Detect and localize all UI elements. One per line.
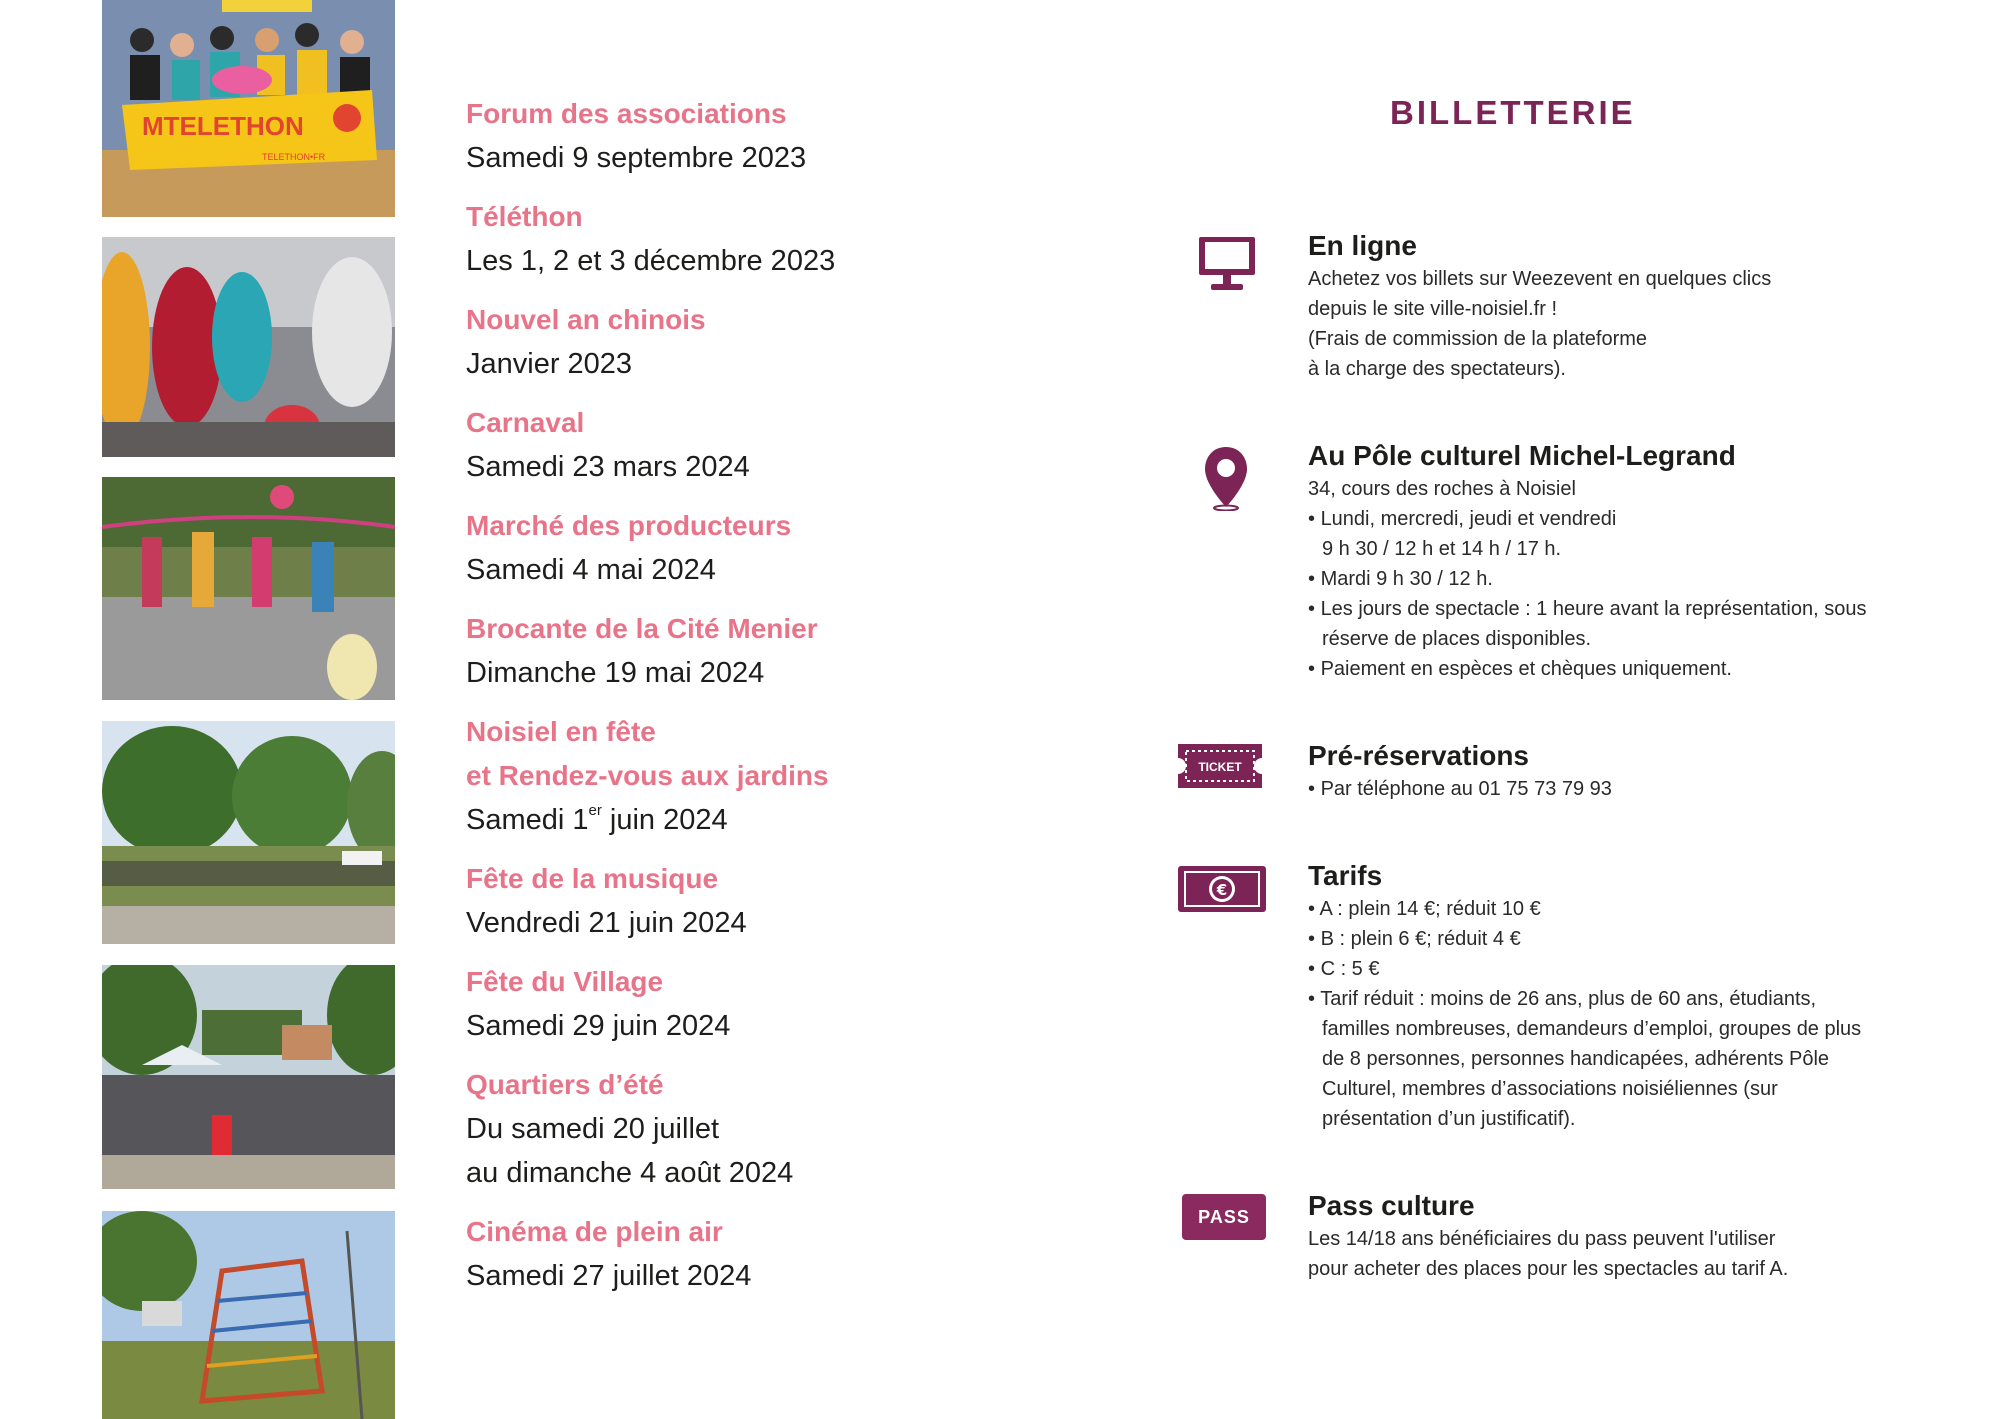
event-date: Du samedi 20 juillet bbox=[466, 1113, 720, 1145]
event-item bbox=[466, 195, 986, 283]
photo-cinema-plein-air bbox=[102, 1211, 395, 1419]
tarif-item: • C : 5 € bbox=[1308, 954, 1888, 984]
event-title: Fête du Village bbox=[466, 966, 664, 997]
tarifs-heading: Tarifs bbox=[1308, 860, 1383, 891]
pass-line: pour acheter des places pour les spectacles au tarif A. bbox=[1308, 1258, 1789, 1280]
event-date: Samedi 9 septembre 2023 bbox=[466, 142, 807, 174]
event-item bbox=[466, 1063, 986, 1195]
online-line: (Frais de commission de la plateforme bbox=[1308, 328, 1648, 350]
venue-hours-item: • Paiement en espèces et chèques uniquement. bbox=[1308, 654, 1898, 684]
prereservation-item: • Par téléphone au 01 75 73 79 93 bbox=[1308, 774, 1928, 804]
event-item bbox=[466, 401, 986, 489]
event-date: Les 1, 2 et 3 décembre 2023 bbox=[466, 245, 836, 277]
venue-hours-item: • Mardi 9 h 30 / 12 h. bbox=[1308, 564, 1898, 594]
monitor-icon bbox=[1196, 233, 1258, 295]
event-title: Noisiel en fête bbox=[466, 716, 656, 747]
venue-address: 34, cours des roches à Noisiel bbox=[1308, 478, 1576, 500]
tarif-item: • B : plein 6 €; réduit 4 € bbox=[1308, 924, 1888, 954]
photo-noisiel-en-fete bbox=[102, 721, 395, 944]
venue-heading: Au Pôle culturel Michel-Legrand bbox=[1308, 440, 1736, 471]
event-item bbox=[466, 710, 986, 842]
photo-fete-du-village bbox=[102, 965, 395, 1189]
pass-section bbox=[1308, 1188, 1928, 1284]
online-section bbox=[1308, 228, 1928, 384]
map-pin-icon bbox=[1202, 445, 1250, 511]
event-title: Brocante de la Cité Menier bbox=[466, 613, 818, 644]
event-title: Marché des producteurs bbox=[466, 510, 792, 541]
event-item bbox=[466, 298, 986, 386]
venue-hours-item: • Les jours de spectacle : 1 heure avant la représentation, sous réserve de places disponibles. bbox=[1308, 594, 1898, 654]
event-date-prefix: Samedi 1 bbox=[466, 804, 589, 836]
banknote-euro-icon bbox=[1176, 864, 1268, 914]
online-line: Achetez vos billets sur Weezevent en quelques clics bbox=[1308, 268, 1772, 290]
pass-heading: Pass culture bbox=[1308, 1190, 1475, 1221]
event-date-suffix: juin 2024 bbox=[601, 804, 728, 836]
event-title: Nouvel an chinois bbox=[466, 304, 706, 335]
ticket-icon-label: TICKET bbox=[1198, 760, 1242, 774]
photo-chinese-new-year bbox=[102, 237, 395, 457]
ticket-icon bbox=[1174, 740, 1266, 792]
venue-section bbox=[1308, 438, 1928, 684]
photo-carnaval bbox=[102, 477, 395, 700]
event-title: Carnaval bbox=[466, 407, 585, 438]
event-date: Samedi 23 mars 2024 bbox=[466, 451, 750, 483]
event-date bbox=[466, 798, 986, 842]
pass-line: Les 14/18 ans bénéficiaires du pass peuvent l'utiliser bbox=[1308, 1228, 1776, 1250]
event-date-sup: er bbox=[588, 802, 602, 820]
venue-hours-item: • Lundi, mercredi, jeudi et vendredi 9 h 30 / 12 h et 14 h / 17 h. bbox=[1308, 504, 1622, 564]
event-item bbox=[466, 92, 986, 180]
events-list bbox=[466, 92, 986, 1313]
telethon-banner-text: MTELETHON bbox=[142, 111, 304, 141]
event-item bbox=[466, 1210, 986, 1298]
event-date: Dimanche 19 mai 2024 bbox=[466, 657, 765, 689]
online-heading: En ligne bbox=[1308, 230, 1417, 261]
event-title: Cinéma de plein air bbox=[466, 1216, 723, 1247]
prereservation-heading: Pré-réservations bbox=[1308, 740, 1530, 771]
online-line: à la charge des spectateurs). bbox=[1308, 358, 1566, 380]
event-title: Quartiers d’été bbox=[466, 1069, 664, 1100]
tarifs-section bbox=[1308, 858, 1928, 1134]
tarif-item: • A : plein 14 €; réduit 10 € bbox=[1308, 894, 1888, 924]
event-item bbox=[466, 857, 986, 945]
event-date: Vendredi 21 juin 2024 bbox=[466, 907, 747, 939]
event-date: Samedi 4 mai 2024 bbox=[466, 554, 716, 586]
online-line: depuis le site ville-noisiel.fr ! bbox=[1308, 298, 1557, 320]
event-title: Fête de la musique bbox=[466, 863, 719, 894]
event-item bbox=[466, 504, 986, 592]
event-item bbox=[466, 960, 986, 1048]
euro-symbol: € bbox=[1216, 881, 1228, 899]
event-title-line2: et Rendez-vous aux jardins bbox=[466, 760, 829, 791]
event-date: Janvier 2023 bbox=[466, 348, 633, 380]
prereservation-section bbox=[1308, 738, 1928, 804]
telethon-banner-small: TELETHON•FR bbox=[262, 152, 326, 162]
photo-telethon bbox=[102, 0, 395, 217]
event-date: Samedi 27 juillet 2024 bbox=[466, 1260, 752, 1292]
pass-badge: PASS bbox=[1182, 1194, 1266, 1240]
event-date-line2: au dimanche 4 août 2024 bbox=[466, 1157, 794, 1189]
billetterie-title: BILLETTERIE bbox=[1390, 94, 1636, 131]
event-item bbox=[466, 607, 986, 695]
event-title: Téléthon bbox=[466, 201, 583, 232]
event-date: Samedi 29 juin 2024 bbox=[466, 1010, 731, 1042]
event-title: Forum des associations bbox=[466, 98, 787, 129]
tarif-item: • Tarif réduit : moins de 26 ans, plus de 60 ans, étudiants, familles nombreuses, demandeurs d’emploi, groupes de plus de 8 personnes, personnes handicapées, adhérents Pôle Culturel, membres d’associations noisiéliennes (sur présentation d’un justificatif). bbox=[1308, 984, 1888, 1134]
